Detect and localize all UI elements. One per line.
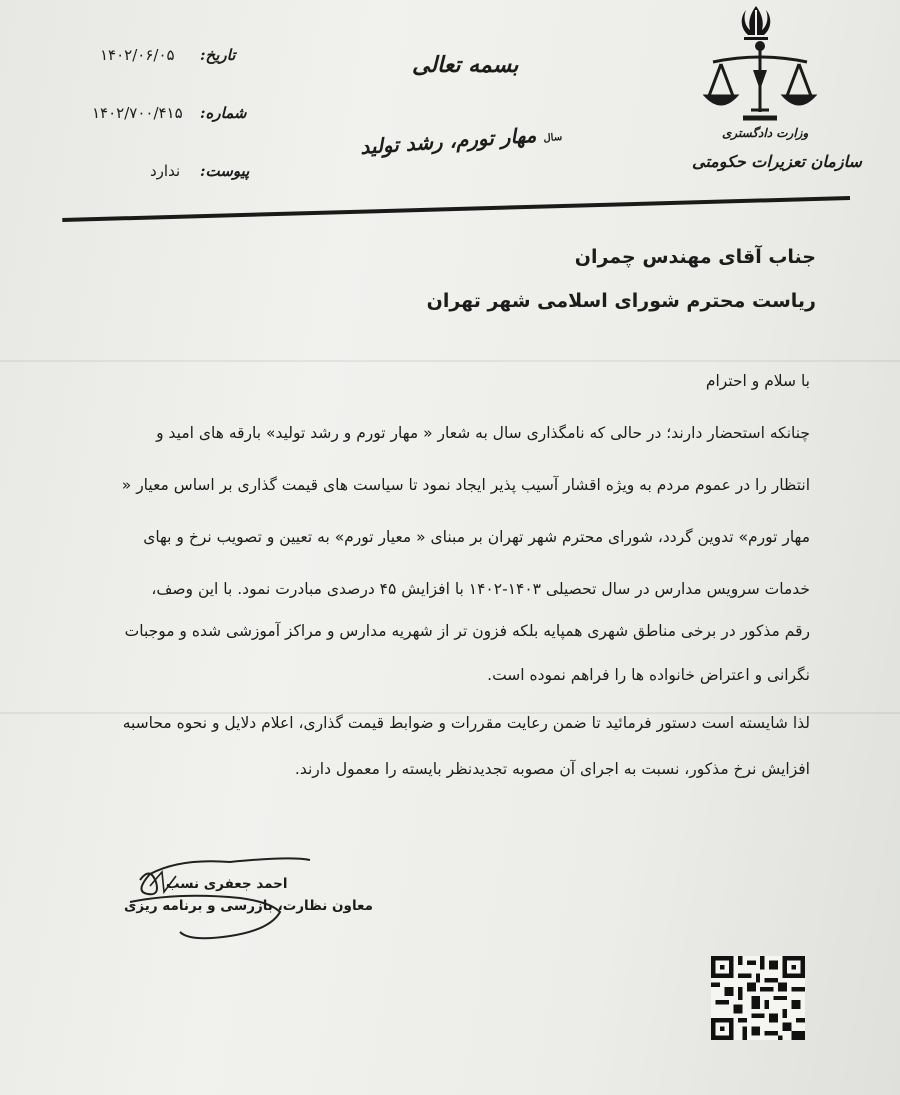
number-label: شماره:: [200, 104, 247, 122]
bismillah-heading: بسمه تعالی: [412, 52, 519, 78]
year-slogan-label: سال: [543, 131, 563, 145]
date-value: ۱۴۰۲/۰۶/۰۵: [100, 46, 175, 64]
signatory-name: احمد جعفری نسب: [166, 876, 288, 892]
body-line: چنانکه استحضار دارند؛ در حالی که نامگذاری سال به شعار « مهار تورم و رشد تولید» بارقه های امید و: [156, 424, 810, 442]
date-label: تاریخ:: [200, 46, 236, 64]
body-line: رقم مذکور در برخی مناطق شهری همپایه بلکه فزون تر از شهریه مدارس و مراکز آموزشی شده و موجبات: [124, 622, 810, 640]
greeting: با سلام و احترام: [705, 372, 810, 390]
organization-name: سازمان تعزیرات حکومتی: [692, 152, 862, 171]
header-divider: [62, 196, 850, 222]
body-line: افزایش نرخ مذکور، نسبت به اجرای آن مصوبه تجدیدنظر بایسته را معمول دارند.: [294, 760, 810, 778]
body-line: انتظار را در عموم مردم به ویژه اقشار آسیب پذیر ایجاد نمود تا سیاست های قیمت گذاری بر اساس معیار «: [121, 476, 810, 494]
addressee-title: ریاست محترم شورای اسلامی شهر تهران: [426, 290, 816, 312]
year-slogan-text: مهار تورم، رشد تولید: [359, 122, 538, 160]
qr-code: [711, 956, 805, 1040]
ministry-name: وزارت دادگستری: [722, 126, 809, 140]
attachment-label: پیوست:: [200, 162, 250, 180]
year-slogan: [359, 121, 562, 159]
body-line: مهار تورم» تدوین گردد، شورای محترم شهر تهران بر مبنای « معیار تورم» به تعیین و تصویب نرخ و بهای: [143, 528, 810, 546]
addressee-name: جناب آقای مهندس چمران: [574, 246, 816, 268]
scales-of-justice-logo: [703, 40, 817, 126]
attachment-value: ندارد: [150, 162, 181, 180]
body-line: لذا شایسته است دستور فرمائید تا ضمن رعایت مقررات و ضوابط قیمت گذاری، اعلام دلایل و نحوه محاسبه: [122, 714, 810, 732]
number-value: ۱۴۰۲/۷۰۰/۴۱۵: [92, 104, 183, 122]
iran-emblem-icon: [736, 4, 776, 42]
signatory-title: معاون نظارت، بازرسی و برنامه ریزی: [124, 898, 373, 914]
body-line: خدمات سرویس مدارس در سال تحصیلی ۱۴۰۳-۱۴۰۲ با افزایش ۴۵ درصدی مبادرت نمود. با این وصف،: [151, 580, 810, 598]
body-line: نگرانی و اعتراض خانواده ها را فراهم نموده است.: [487, 666, 810, 684]
paper-fold-line: [0, 360, 900, 362]
